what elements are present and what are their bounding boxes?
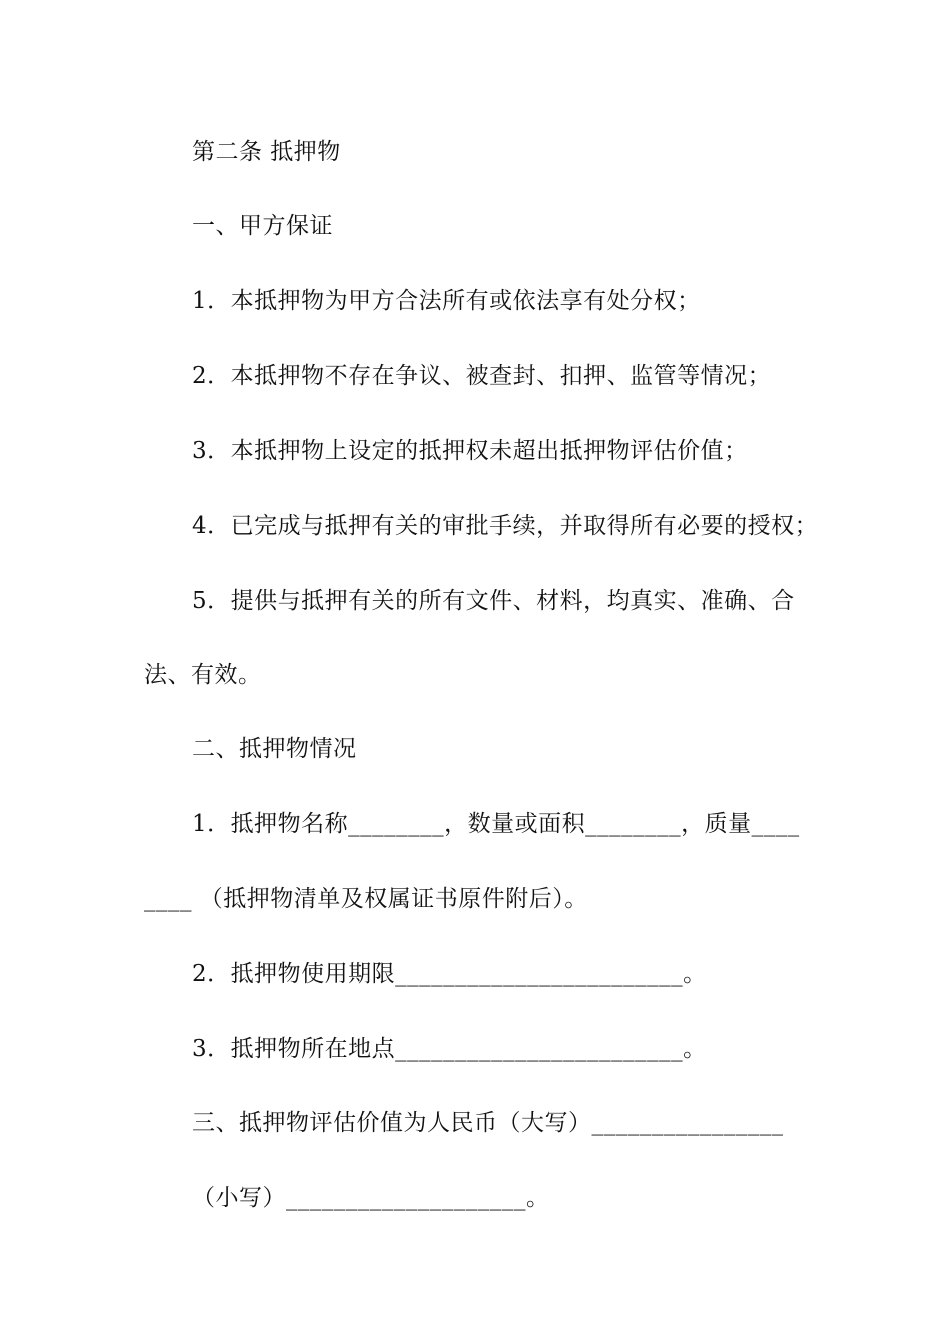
- clause-2-2: 2．抵押物使用期限________________________。: [192, 961, 707, 987]
- clause-1-5: 5．提供与抵押有关的所有文件、材料，均真实、准确、合: [192, 588, 795, 614]
- clause-2-1-cont: ____ （抵押物清单及权属证书原件附后）。: [144, 886, 588, 912]
- clause-1-5-cont: 法、有效。: [144, 662, 262, 688]
- clause-2-1: 1．抵押物名称________，数量或面积________，质量____: [192, 811, 800, 837]
- clause-1-2: 2．本抵押物不存在争议、被查封、扣押、监管等情况；: [192, 363, 772, 389]
- clause-1-1: 1．本抵押物为甲方合法所有或依法享有处分权；: [192, 288, 701, 314]
- section-3-cont: （小写）____________________。: [192, 1185, 550, 1211]
- clause-1-4: 4．已完成与抵押有关的审批手续，并取得所有必要的授权；: [192, 513, 819, 539]
- section-heading-3: 三、抵押物评估价值为人民币（大写）________________: [192, 1110, 784, 1136]
- clause-1-3: 3．本抵押物上设定的抵押权未超出抵押物评估价值；: [192, 438, 748, 464]
- section-heading-2: 二、抵押物情况: [192, 736, 357, 762]
- article-heading: 第二条 抵押物: [192, 139, 341, 165]
- clause-2-3: 3．抵押物所在地点________________________。: [192, 1036, 707, 1062]
- section-heading-1: 一、甲方保证: [192, 213, 333, 239]
